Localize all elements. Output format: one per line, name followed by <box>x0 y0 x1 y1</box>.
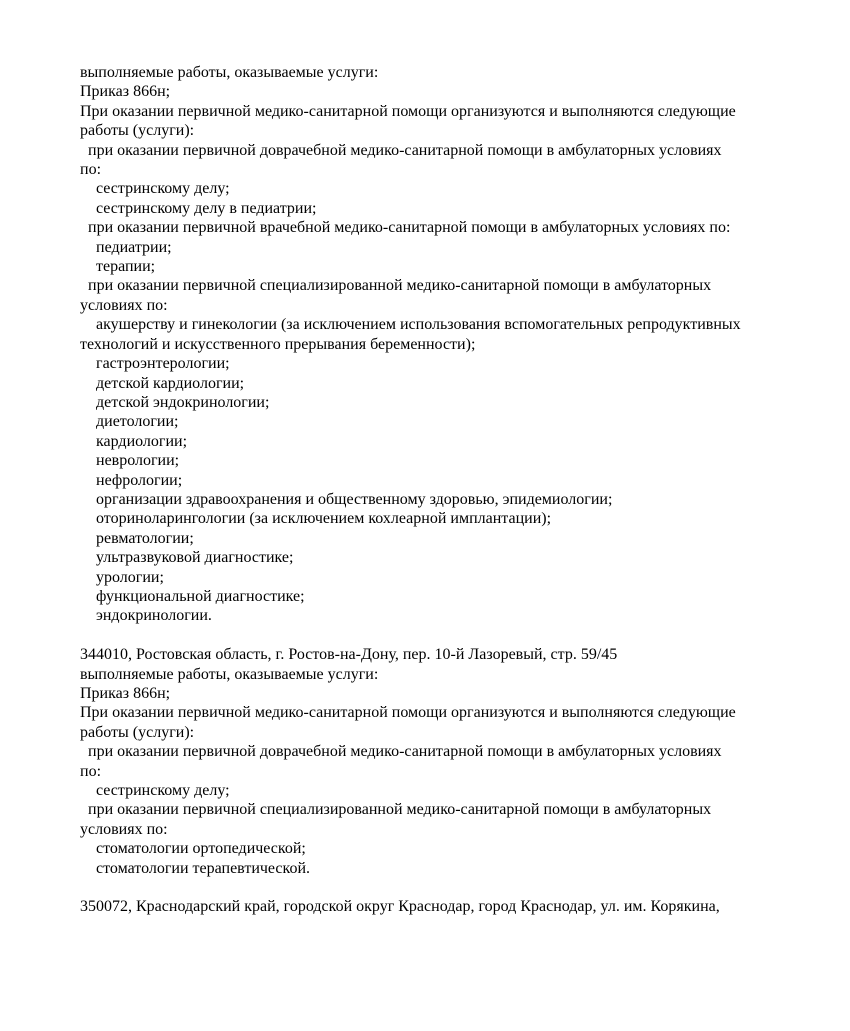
text-line: акушерству и гинекологии (за исключением использования вспомогательных репродуктивных <box>96 316 741 334</box>
text-line: детской кардиологии; <box>96 374 245 392</box>
text-line: диетологии; <box>96 413 179 431</box>
text-line: выполняемые работы, оказываемые услуги: <box>80 64 379 81</box>
text-line: оториноларингологии (за исключением кохлеарной имплантации); <box>96 510 552 528</box>
text-line: При оказании первичной медико-санитарной помощи организуются и выполняются следующие <box>80 704 736 722</box>
text-line: при оказании первичной врачебной медико-санитарной помощи в амбулаторных условиях по: <box>88 219 731 237</box>
text-line: При оказании первичной медико-санитарной помощи организуются и выполняются следующие <box>80 102 736 120</box>
text-line: при оказании первичной доврачебной медико-санитарной помощи в амбулаторных условиях <box>88 141 722 159</box>
text-line: сестринскому делу в педиатрии; <box>96 199 317 217</box>
text-line: 350072, Краснодарский край, городской округ Краснодар, город Краснодар, ул. им. Корякина, <box>80 898 720 916</box>
document-text-block <box>80 63 800 917</box>
text-line: урологии; <box>96 568 164 586</box>
text-line: при оказании первичной специализированной медико-санитарной помощи в амбулаторных <box>88 277 712 295</box>
text-line: сестринскому делу; <box>96 180 230 198</box>
text-line: нефрологии; <box>96 471 183 489</box>
text-line: эндокринологии. <box>96 607 212 625</box>
text-line: организации здравоохранения и общественному здоровью, эпидемиологии; <box>96 490 613 508</box>
text-line: условиях по: <box>80 296 168 314</box>
text-line: Приказ 866н; <box>80 685 171 702</box>
text-line: ревматологии; <box>96 529 194 547</box>
text-line: терапии; <box>96 258 156 276</box>
text-line: функциональной диагностике; <box>96 587 305 605</box>
text-line: условиях по: <box>80 820 168 838</box>
text-line: педиатрии; <box>96 238 172 256</box>
text-line: технологий и искусственного прерывания беременности); <box>80 335 476 353</box>
text-line: работы (услуги): <box>80 723 195 741</box>
text-line: работы (услуги): <box>80 122 195 140</box>
text-line: детской эндокринологии; <box>96 393 270 411</box>
text-line: Приказ 866н; <box>80 83 171 101</box>
text-line: при оказании первичной доврачебной медико-санитарной помощи в амбулаторных условиях <box>88 743 722 761</box>
text-line: ультразвуковой диагностике; <box>96 549 294 567</box>
text-line: стоматологии ортопедической; <box>96 840 306 858</box>
text-line: гастроэнтерологии; <box>96 355 230 373</box>
text-line: выполняемые работы, оказываемые услуги: <box>80 665 379 683</box>
text-line: по: <box>80 161 102 179</box>
text-line: стоматологии терапевтической. <box>96 859 311 877</box>
text-line: при оказании первичной специализированной медико-санитарной помощи в амбулаторных <box>88 801 712 819</box>
text-line <box>80 878 800 897</box>
text-line: сестринскому делу; <box>96 782 230 800</box>
text-line: по: <box>80 762 102 780</box>
text-line <box>80 626 800 645</box>
text-line: кардиологии; <box>96 432 188 450</box>
text-line: 344010, Ростовская область, г. Ростов-на-Дону, пер. 10-й Лазоревый, стр. 59/45 <box>80 646 618 664</box>
text-line: неврологии; <box>96 452 180 470</box>
